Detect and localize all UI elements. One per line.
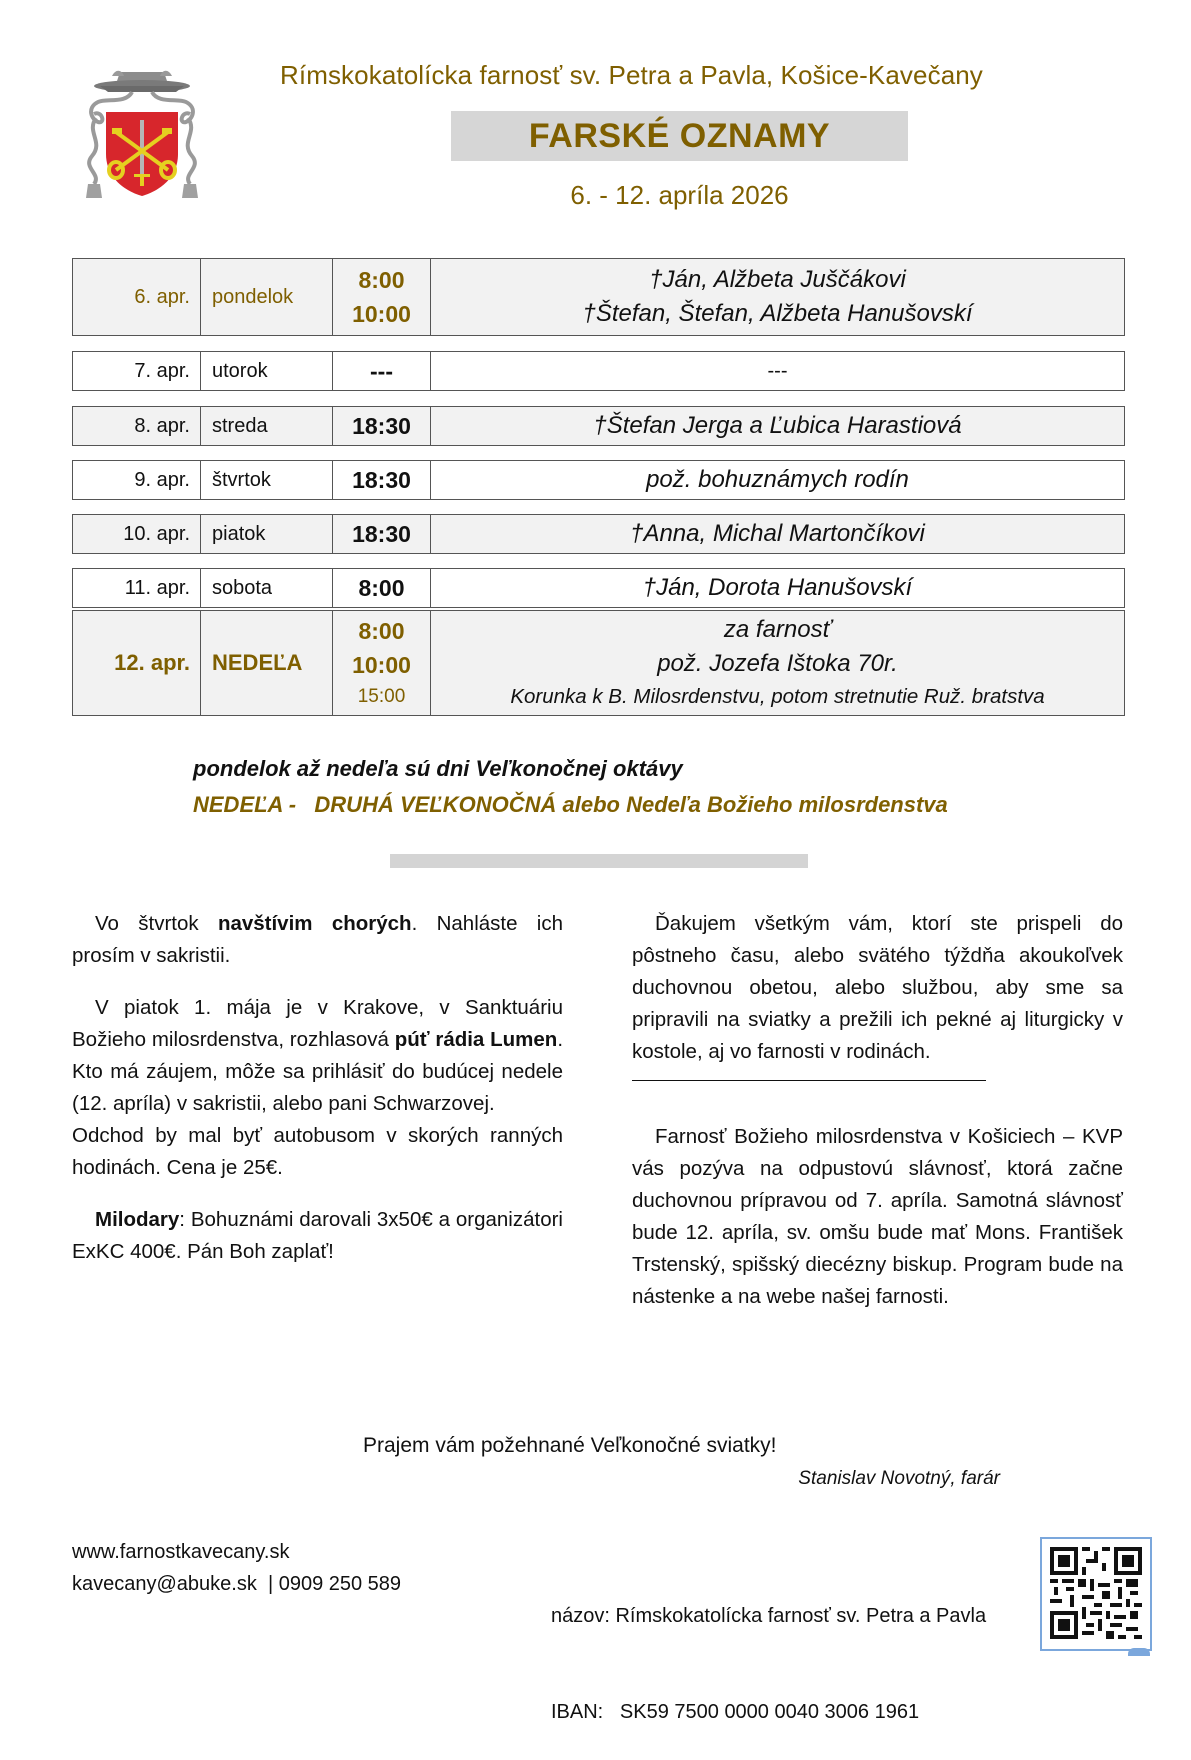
schedule-row-wed	[72, 406, 1125, 446]
schedule-date: 7. apr.	[73, 352, 201, 390]
mass-intention: †Anna, Michal Martončíkovi	[630, 520, 925, 547]
mass-time: 8:00	[358, 267, 405, 293]
announcement-thanks: Ďakujem všetkým vám, ktorí ste prispeli do pôstneho času, alebo svätého týždňa akoukoľvek duchovnou obetou, alebo službou, aby sme sa pripravili na sviatky a prežili ich pekné aj liturgicky v kostole, aj vo farnosti v rodinách.	[632, 912, 1123, 1063]
footer-contact	[72, 1536, 401, 1600]
schedule-intentions	[431, 407, 1124, 445]
mass-time: 18:30	[352, 413, 411, 439]
schedule-times	[333, 407, 431, 445]
schedule-times	[333, 569, 431, 607]
mass-time: 18:30	[352, 521, 411, 547]
schedule-date: 9. apr.	[73, 461, 201, 499]
mass-time: 18:30	[352, 467, 411, 493]
schedule-times	[333, 461, 431, 499]
schedule-times	[333, 611, 431, 715]
qr-code-icon	[1040, 1537, 1152, 1651]
divider-line	[632, 1080, 986, 1081]
separator-bar	[390, 854, 808, 868]
schedule-day: pondelok	[201, 259, 333, 335]
schedule-row-sat	[72, 568, 1125, 608]
schedule-date: 10. apr.	[73, 515, 201, 553]
mass-intention: ---	[767, 360, 788, 382]
website-link[interactable]: www.farnostkavecany.sk	[72, 1541, 290, 1563]
schedule-row-mon	[72, 258, 1125, 336]
announcement-sick-visit: Vo štvrtok navštívim chorých. Nahláste ich prosím v sakristii.	[72, 912, 564, 967]
mass-intention: Korunka k B. Milosrdenstvu, potom stretnutie Ruž. bratstva	[510, 685, 1045, 708]
announcement-feast-invitation: Farnosť Božieho milosrdenstva v Košiciech – KVP vás pozýva na odpustovú slávnosť, ktorá začne duchovnou prípravou od 7. apríla. Samotná slávnosť bude 12. apríla, sv. omšu bude mať Mons. František Trstenský, spišský diecézny biskup. Program bude na nástenke a na webe našej farnosti.	[632, 1125, 1123, 1308]
iban: IBAN: SK59 7500 0000 0040 3006 1961	[551, 1701, 920, 1723]
schedule-day: utorok	[201, 352, 333, 390]
mass-intention: †Štefan Jerga a Ľubica Harastiová	[593, 412, 962, 439]
announcement-donations: Milodary: Bohuznámi darovali 3x50€ a organizátori ExKC 400€. Pán Boh zaplať!	[72, 1208, 563, 1263]
signature: Stanislav Novotný, farár	[798, 1468, 1000, 1489]
sunday-note: NEDEĽA - DRUHÁ VEĽKONOČNÁ alebo Nedeľa Božieho milosrdenstva	[193, 792, 948, 817]
octave-note: pondelok až nedeľa sú dni Veľkonočnej oktávy	[193, 756, 683, 781]
schedule-intentions	[431, 611, 1124, 715]
mass-time: 15:00	[357, 686, 406, 707]
schedule-row-tue	[72, 351, 1125, 391]
schedule-intentions	[431, 259, 1124, 335]
schedule-row-thu	[72, 460, 1125, 500]
mass-intention: pož. bohuznámych rodín	[646, 466, 909, 493]
schedule-date: 11. apr.	[73, 569, 201, 607]
schedule-times	[333, 352, 431, 390]
mass-time: 10:00	[352, 652, 411, 678]
mass-intention: †Štefan, Štefan, Alžbeta Hanušovskí	[582, 300, 973, 327]
schedule-row-sun	[72, 610, 1125, 716]
email-phone[interactable]: kavecany@abuke.sk | 0909 250 589	[72, 1573, 402, 1595]
announcement-pilgrimage: V piatok 1. mája je v Krakove, v Sanktuáriu Božieho milosrdenstva, rozhlasová púť rádia Lumen. Kto má záujem, môže sa prihlásiť do budúcej nedele (12. apríla) v sakristii, alebo pani Schwarzovej.	[72, 996, 564, 1115]
account-name: názov: Rímskokatolícka farnosť sv. Petra a Pavla	[551, 1605, 987, 1627]
announcements-right	[632, 908, 1123, 1333]
schedule-date: 12. apr.	[73, 611, 201, 715]
mass-time: 10:00	[352, 301, 411, 327]
schedule-day: štvrtok	[201, 461, 333, 499]
mass-time: ---	[370, 358, 393, 384]
page-title: FARSKÉ OZNAMY	[528, 116, 831, 155]
qr-frame-tab	[1128, 1648, 1150, 1656]
schedule-day: piatok	[201, 515, 333, 553]
mass-intention: †Ján, Dorota Hanušovskí	[642, 574, 913, 601]
easter-greeting: Prajem vám požehnané Veľkonočné sviatky!	[363, 1434, 777, 1457]
date-range: 6. - 12. apríla 2026	[570, 180, 789, 210]
schedule-times	[333, 259, 431, 335]
schedule-date: 6. apr.	[73, 259, 201, 335]
schedule-intentions	[431, 461, 1124, 499]
mass-time: 8:00	[358, 575, 405, 601]
schedule-times	[333, 515, 431, 553]
schedule-intentions	[431, 515, 1124, 553]
schedule-intentions	[431, 352, 1124, 390]
mass-time: 8:00	[358, 618, 405, 644]
emphasis: navštívim chorých	[217, 912, 412, 935]
schedule-day: streda	[201, 407, 333, 445]
schedule-intentions	[431, 569, 1124, 607]
schedule-date: 8. apr.	[73, 407, 201, 445]
mass-intention: pož. Jozefa Ištoka 70r.	[657, 650, 898, 677]
announcements-left	[72, 908, 563, 1288]
mass-intention: za farnosť	[723, 616, 832, 643]
mass-intention: †Ján, Alžbeta Juščákovi	[649, 266, 906, 293]
coat-of-arms-icon	[76, 62, 208, 202]
footer-bank	[551, 1536, 986, 1760]
emphasis: púť rádia Lumen	[394, 1028, 558, 1051]
announcement-departure: Odchod by mal byť autobusom v skorých ranných hodinách. Cena je 25€.	[72, 1124, 563, 1179]
page-title-box	[451, 111, 908, 161]
schedule-day: sobota	[201, 569, 333, 607]
parish-name: Rímskokatolícka farnosť sv. Petra a Pavla, Košice-Kavečany	[280, 60, 983, 90]
schedule-row-fri	[72, 514, 1125, 554]
schedule-day: NEDEĽA	[201, 611, 333, 715]
emphasis: Milodary	[95, 1208, 180, 1231]
